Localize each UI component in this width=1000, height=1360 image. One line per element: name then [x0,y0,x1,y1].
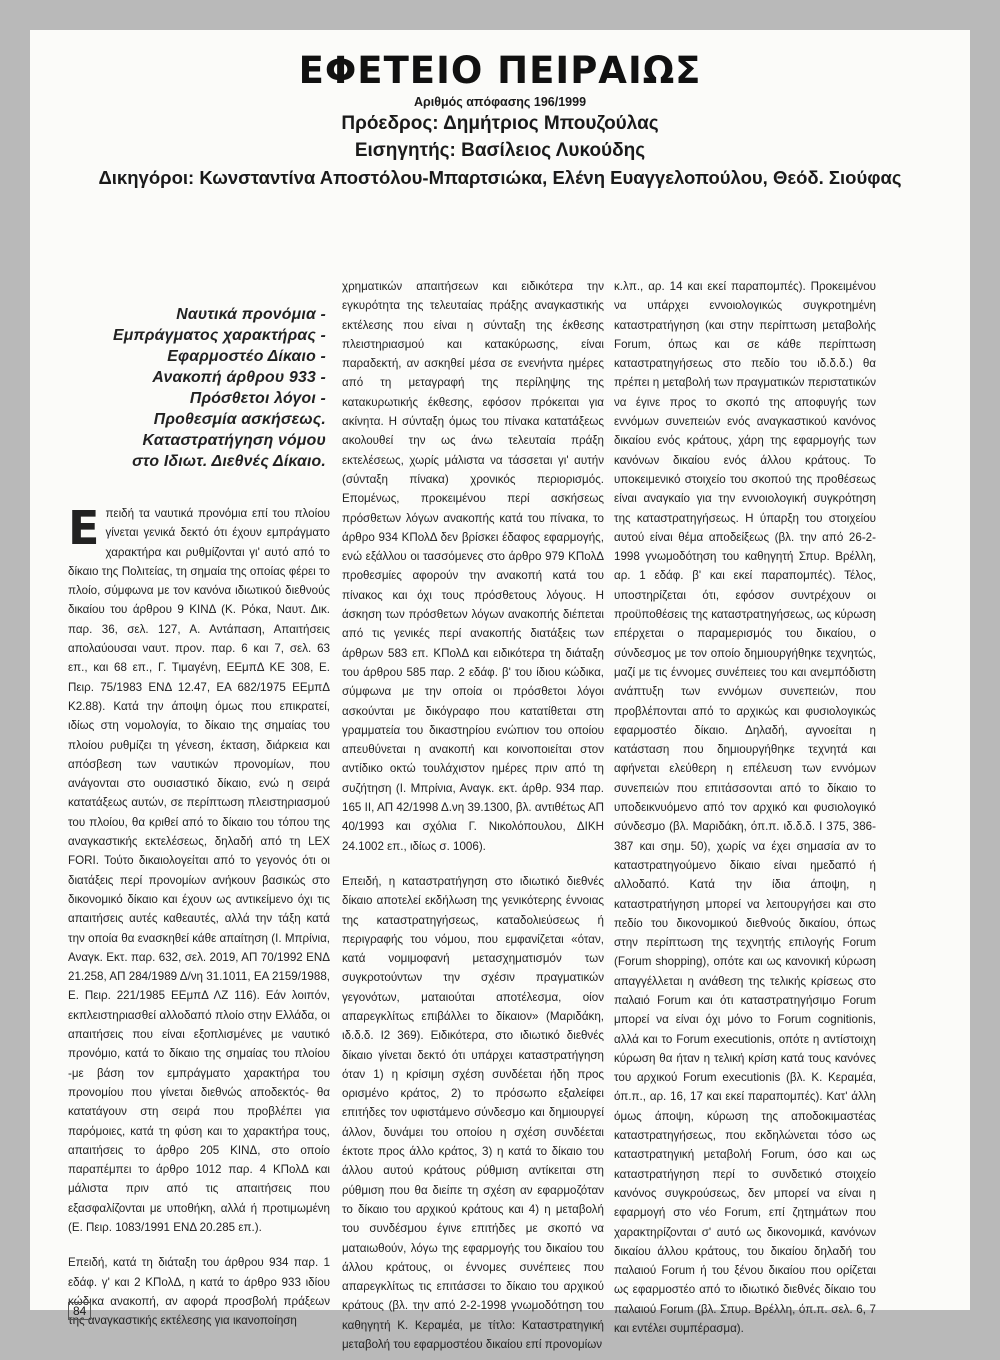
paragraph: χρηματικών απαιτήσεων και ειδικότερα την εγκυρότητα της τελευταίας πράξης αναγκαστικής εκτέλεσης που είναι η σύνταξη της έκθεσης πλειστηριασμού και κατακύρωσης, είναι παραδεκτή, αν ασκηθεί μέσα σε ενενήντα ημέρες από τη μεταγραφή της περίληψης της κατακυρωτικής έκθεσης, εφόσον πρόκειται για ακίνητα. Η σύνταξη όμως του πίνακα κατατάξεως ακολουθεί την ως άνω τελευταία πράξη εκτελέσεως, χωρίς μάλιστα να τάσσεται γι' αυτήν (σύνταξη πίνακα) χρονικός περιορισμός. Επομένως, προκειμένου περί ασκήσεως πρόσθετων λόγων ανακοπής κατά του πίνακα, το άρθρο 934 ΚΠολΔ δεν βρίσκει έδαφος εφαρμογής, ενώ εξάλλου οι τασσόμενες στο άρθρο 979 ΚΠολΔ προθεσμίες αφορούν την ανακοπή κατά του πίνακος και όχι τους πρόσθετους λόγους. Η άσκηση των πρόσθετων λόγων ανακοπής διέπεται από τις γενικές περί ανακοπής διατάξεις των άρθρων 583 επ. ΚΠολΔ και ειδικότερα τη διάταξη του άρθρου 585 παρ. 2 εδάφ. β' του ίδιου κώδικα, σύμφωνα με την οποία οι πρόσθετοι λόγοι ασκούνται με δικόγραφο που κατατίθεται στη γραμματεία του δικαστηρίου ενώπιον του οποίου απευθύνεται η ανακοπή και κοινοποιείται στον αντίδικο οκτώ τουλάχιστον ημέρες πριν από τη συζήτηση (Ι. Μπρίνια, Αναγκ. εκτ. άρθρ. 934 παρ. 165 ΙΙ, ΑΠ 42/1998 Δ.νη 39.1300, βλ. αντιθέτως ΑΠ 40/1993 και σχόλια Γ. Νικολόπουλου, ΔΙΚΗ 24.1002 επ., ιδίως σ. 1006). [342,280,604,853]
column-1 [68,280,330,1336]
paragraph [68,501,330,1237]
column-3 [614,277,876,1344]
keyword-line: Εμπράγματος χαρακτήρας - [113,327,326,344]
page-number: 84 [68,1302,91,1320]
drop-cap: Ε [68,501,100,555]
rapporteur-line: Εισηγητής: Βασίλειος Λυκούδης [354,140,646,161]
keyword-line: Εφαρμοστέο Δίκαιο - [167,348,326,365]
keyword-line: Πρόσθετοι λόγοι - [189,390,326,407]
keyword-line: Προθεσμία ασκήσεως. [153,411,326,428]
president-line: Πρόεδρος: Δημήτριος Μπουζούλας [341,113,659,134]
paragraph: Επειδή, η καταστρατήγηση στο ιδιωτικό διεθνές δίκαιο αποτελεί εκδήλωση της γενικότερης έννοιας της καταστρατηγήσεως, καταδολιεύσεως ή περιγραφής του νόμου, που εμφανίζεται «όταν, κατά νομιμοφανή μετασχηματισμόν των συγκροτούντων την σχέσιν πραγματικών γεγονότων, ματαιούται αποτέλεσμα, οίον απαρεγκλίτως επιβάλλει το δίκαιον» (Μαριδάκη, ιδ.δ.δ. Ι2 369). Ειδικότερα, στο ιδιωτικό διεθνές δίκαιο γίνεται δεκτό ότι υπάρχει καταστρατήγηση όταν 1) η κρίσιμη σχέση συνδέεται ήδη προς ορισμένο κράτος, 2) το πρόσωπο εξαλείφει επιτήδες τον υφιστάμενο σύνδεσμο και δημιουργεί άλλον, δυνάμει του οποίου η σχέση συνδέεται έκτοτε προς άλλο κράτος, 3) η κατά το δίκαιο του άλλου αυτού κράτους ρύθμιση αντίκειται στη ρύθμιση που θα διείπε τη σχέση αν εφαρμοζόταν το δίκαιο του αρχικού κράτους και 4) η μεταβολή του συνδέσμου έγινε επιτήδες με σκοπό να ματαιωθούν, λόγω της εφαρμογής του δικαίου του άλλου κράτους, οι έννομες συνέπειες που απαρεγκλίτως τις επιτάσσει το δίκαιο του αρχικού κράτους (βλ. την από 2-2-1998 γνωμοδότηση του καθηγητή Κ. Κεραμέα, με τίτλο: Καταστρατηγική μεταβολή του εφαρμοστέου δικαίου επί προνομίων [342,874,604,1352]
header [30,50,970,191]
paragraph: Επειδή, κατά τη διάταξη του άρθρου 934 παρ. 1 εδάφ. γ' και 2 ΚΠολΔ, η κατά το άρθρο 933 ιδίου κώδικα ανακοπή, αν αφορά προσβολή πράξεων της αναγκαστικής εκτέλεσης για ικανοποίηση [68,1256,330,1328]
paragraph-text: πειδή τα ναυτικά προνόμια επί του πλοίου γίνεται γενικά δεκτό ότι έχουν εμπράγματο χαρακτήρα και ρυθμίζονται γι' αυτό από το δίκαιο της Πολιτείας, τη σημαία της οποίας φέρει το πλοίο, σύμφωνα με τον κανόνα ιδιωτικού διεθνούς δικαίου του άρθρου 9 ΚΙΝΔ (Κ. Ρόκα, Ναυτ. Δικ. παρ. 36, σελ. 127, Α. Αντάπαση, Απαιτήσεις απολαύουσαι ναυτ. προν. παρ. 6 και 7, σελ. 63 επ., και 68 επ., Γ. Τιμαγένη, ΕΕμπΔ ΚΕ 308, Ε. Πειρ. 75/1983 ΕΝΔ 12.47, ΕΑ 682/1975 ΕΕμπΔ Κ2.88). Κατά την άποψη όμως που επικρατεί, ιδίως στη νομολογία, το δίκαιο της σημαίας του πλοίου ρυθμίζει τη γένεση, έκταση, διάρκεια και απόσβεση των ναυτικών προνομίων, που ανάγονται στο ουσιαστικό δίκαιο, ενώ η σειρά κατατάξεως αυτών, σε περίπτωση πλειστηριασμού του πλοίου, θα κριθεί από το δίκαιο του τόπου της αναγκαστικής εκτελέσεως, δηλαδή από τη LEX FORI. Τούτο δικαιολογείται από το γεγονός ότι οι διατάξεις περί προνομίων ανήκουν βασικώς στο δικονομικό δίκαιο και έχουν ως αντικείμενο όχι τις απαιτήσεις αυτές καθεαυτές, αλλά την τάξη κατά την οποία θα ενασκηθεί κάθε απαίτηση (Ι. Μπρίνια, Αναγκ. Εκτ. παρ. 632, σελ. 2019, ΑΠ 70/1992 ΕΝΔ 21.258, ΑΠ 284/1989 Δ/νη 31.1011, ΕΑ 2159/1988, Ε. Πειρ. 221/1985 ΕΕμπΔ ΛΖ 116). Εάν λοιπόν, εκπλειστηριασθεί αλλοδαπό πλοίο στην Ελλάδα, οι απαιτήσεις που είναι εξοπλισμένες με ναυτικό προνόμιο, κατά το δίκαιο της σημαίας του πλοίου -με βάση τον εμπράγματο χαρακτήρα του προνομίου που γίνεται διεθνώς αποδεκτός- θα κατατάγουν στη σειρά που προβλέπει για παρόμοιες, κατά τη φύση και το χαρακτήρα τους, απαιτήσεις το άρθρο 205 ΚΙΝΔ, στο οποίο παραπέμπει το άρθρο 1012 παρ. 4 ΚΠολΔ και μάλιστα πριν από τις απαιτήσεις που εξασφαλίζονται με υποθήκη, αλλά ή προτιμωμένη (Ε. Πειρ. 1083/1991 ΕΝΔ 20.285 επ.). [68,507,330,1234]
keyword-line: στο Ιδιωτ. Διεθνές Δίκαιο. [132,453,326,470]
keyword-line: Ανακοπή άρθρου 933 - [152,369,326,386]
lawyers-line: Δικηγόροι: Κωνσταντίνα Αποστόλου-Μπαρτσιώκα, Ελένη Ευαγγελοπούλου, Θεόδ. Σιούφας [98,167,902,188]
court-title: ΕΦΕΤΕΙΟ ΠΕΙΡΑΙΩΣ [298,49,702,92]
page [30,30,970,1352]
keyword-line: Ναυτικά προνόμια - [176,306,326,323]
keyword-line: Καταστρατήγηση νόμου [142,432,326,449]
paragraph: κ.λπ., αρ. 14 και εκεί παραπομπές). Προκειμένου να υπάρχει εννοιολογικώς συγκροτημένη καταστρατήγηση (και στην περίπτωση μεταβολής Forum, όπως και σε κάθε περίπτωση καταστρατηγήσεως στο πεδίο του ιδ.δ.δ.) θα πρέπει η μεταβολή των πραγματικών περιστατικών να έγινε προς το σκοπό της αποφυγής των εννόμων συνεπειών ενός αναγκαστικού κανόνος δικαίου ενός κράτους, χάρη της εφαρμογής των κανόνων δικαίου ενός άλλου κράτους. Το υποκειμενικό στοιχείο του σκοπού της προθέσεως είναι αναγκαίο για την εννοιολογική συγκρότηση της καταστρατηγήσεως. Η ύπαρξη του στοιχείου αυτού είναι θέμα αποδείξεως (βλ. την από 26-2-1998 γνωμοδότηση του καθηγητή Σπυρ. Βρέλλη, αρ. 1 εδάφ. β' και εκεί παραπομπές). Τέλος, υποστηρίζεται ότι, εφόσον συντρέχουν οι προϋποθέσεις της καταστρατηγήσεως, ως κύρωση επέρχεται ο παραμερισμός του δικαίου, ο σύνδεσμος με τον οποίο δημιουργήθηκε τεχνητώς, μαζί με τις έννομες συνέπειες του και ανεμπόδιστη ανάπτυξη των εννόμων συνεπειών, που προβλέπονται από το αρχικώς και φυσιολογικώς εφαρμοστέο δίκαιο. Δηλαδή, αγνοείται η κατάσταση που δημιουργήθηκε τεχνητά και αφήνεται ελεύθερη η επέλευση των εννόμων συνεπειών που επιτάσσονται από το δίκαιο το υποδεικνυόμενο από τον αρχικό και φυσιολογικό σύνδεσμο (βλ. Μαριδάκη, όπ.π. ιδ.δ.δ. Ι 375, 386-387 και σημ. 50), χωρίς να έχει σημασία αν το καταστρατηγούμενο δίκαιο είναι ημεδαπό ή αλλοδαπό. Κατά την ίδια άποψη, η καταστρατήγηση μπορεί να λειτουργήσει και στο πεδίο του δικονομικού διεθνούς δικαίου, όπως στην περίπτωση της τεχνητής επιλογής Forum (Forum shopping), οπότε και ως κανονική κύρωση απαγγέλλεται η ανάθεση της τελικής κρίσεως στο παλαιό Forum και ότι καταστρατηγήσιμο Forum μπορεί να είναι όχι μόνο το Forum cognitionis, αλλά και το Forum executionis, οπότε η αντίστοιχη κύρωση θα ήταν η τελική κρίση κατά τους κανόνες του αρχικού Forum executionis (βλ. Κ. Κεραμέα, όπ.π., αρ. 16, 17 και εκεί παραπομπές). Κατ' άλλη όμως άποψη, κύρωση της αποδοκιμαστέας καταστρατηγήσεως, που εκδηλώνεται τόσο ως καταστρατηγική μεταβολή Forum, όσο και ως καταστρατήγηση περί το συνδετικό στοιχείο κανόνος συγκρούσεως, δεν μπορεί να είναι η εφαρμογή στο νέο Forum, επί ζητημάτων που χαρακτηρίζονται σ' αυτό ως δικονομικά, κανόνων δικαίου άλλου κράτους, του δικαίου δηλαδή του παλαιού Forum ή του ξένου δικαίου που ορίζεται ως εφαρμοστέο από το ιδιωτικό διεθνές δίκαιο του παλαιού Forum (βλ. Σπυρ. Βρέλλη, όπ.π. σελ. 6, 7 και εντέλει συμπέρασμα). [614,280,876,1336]
keywords-block [68,304,330,472]
decision-number: Αριθμός απόφασης 196/1999 [413,95,587,109]
column-2 [342,277,604,1360]
